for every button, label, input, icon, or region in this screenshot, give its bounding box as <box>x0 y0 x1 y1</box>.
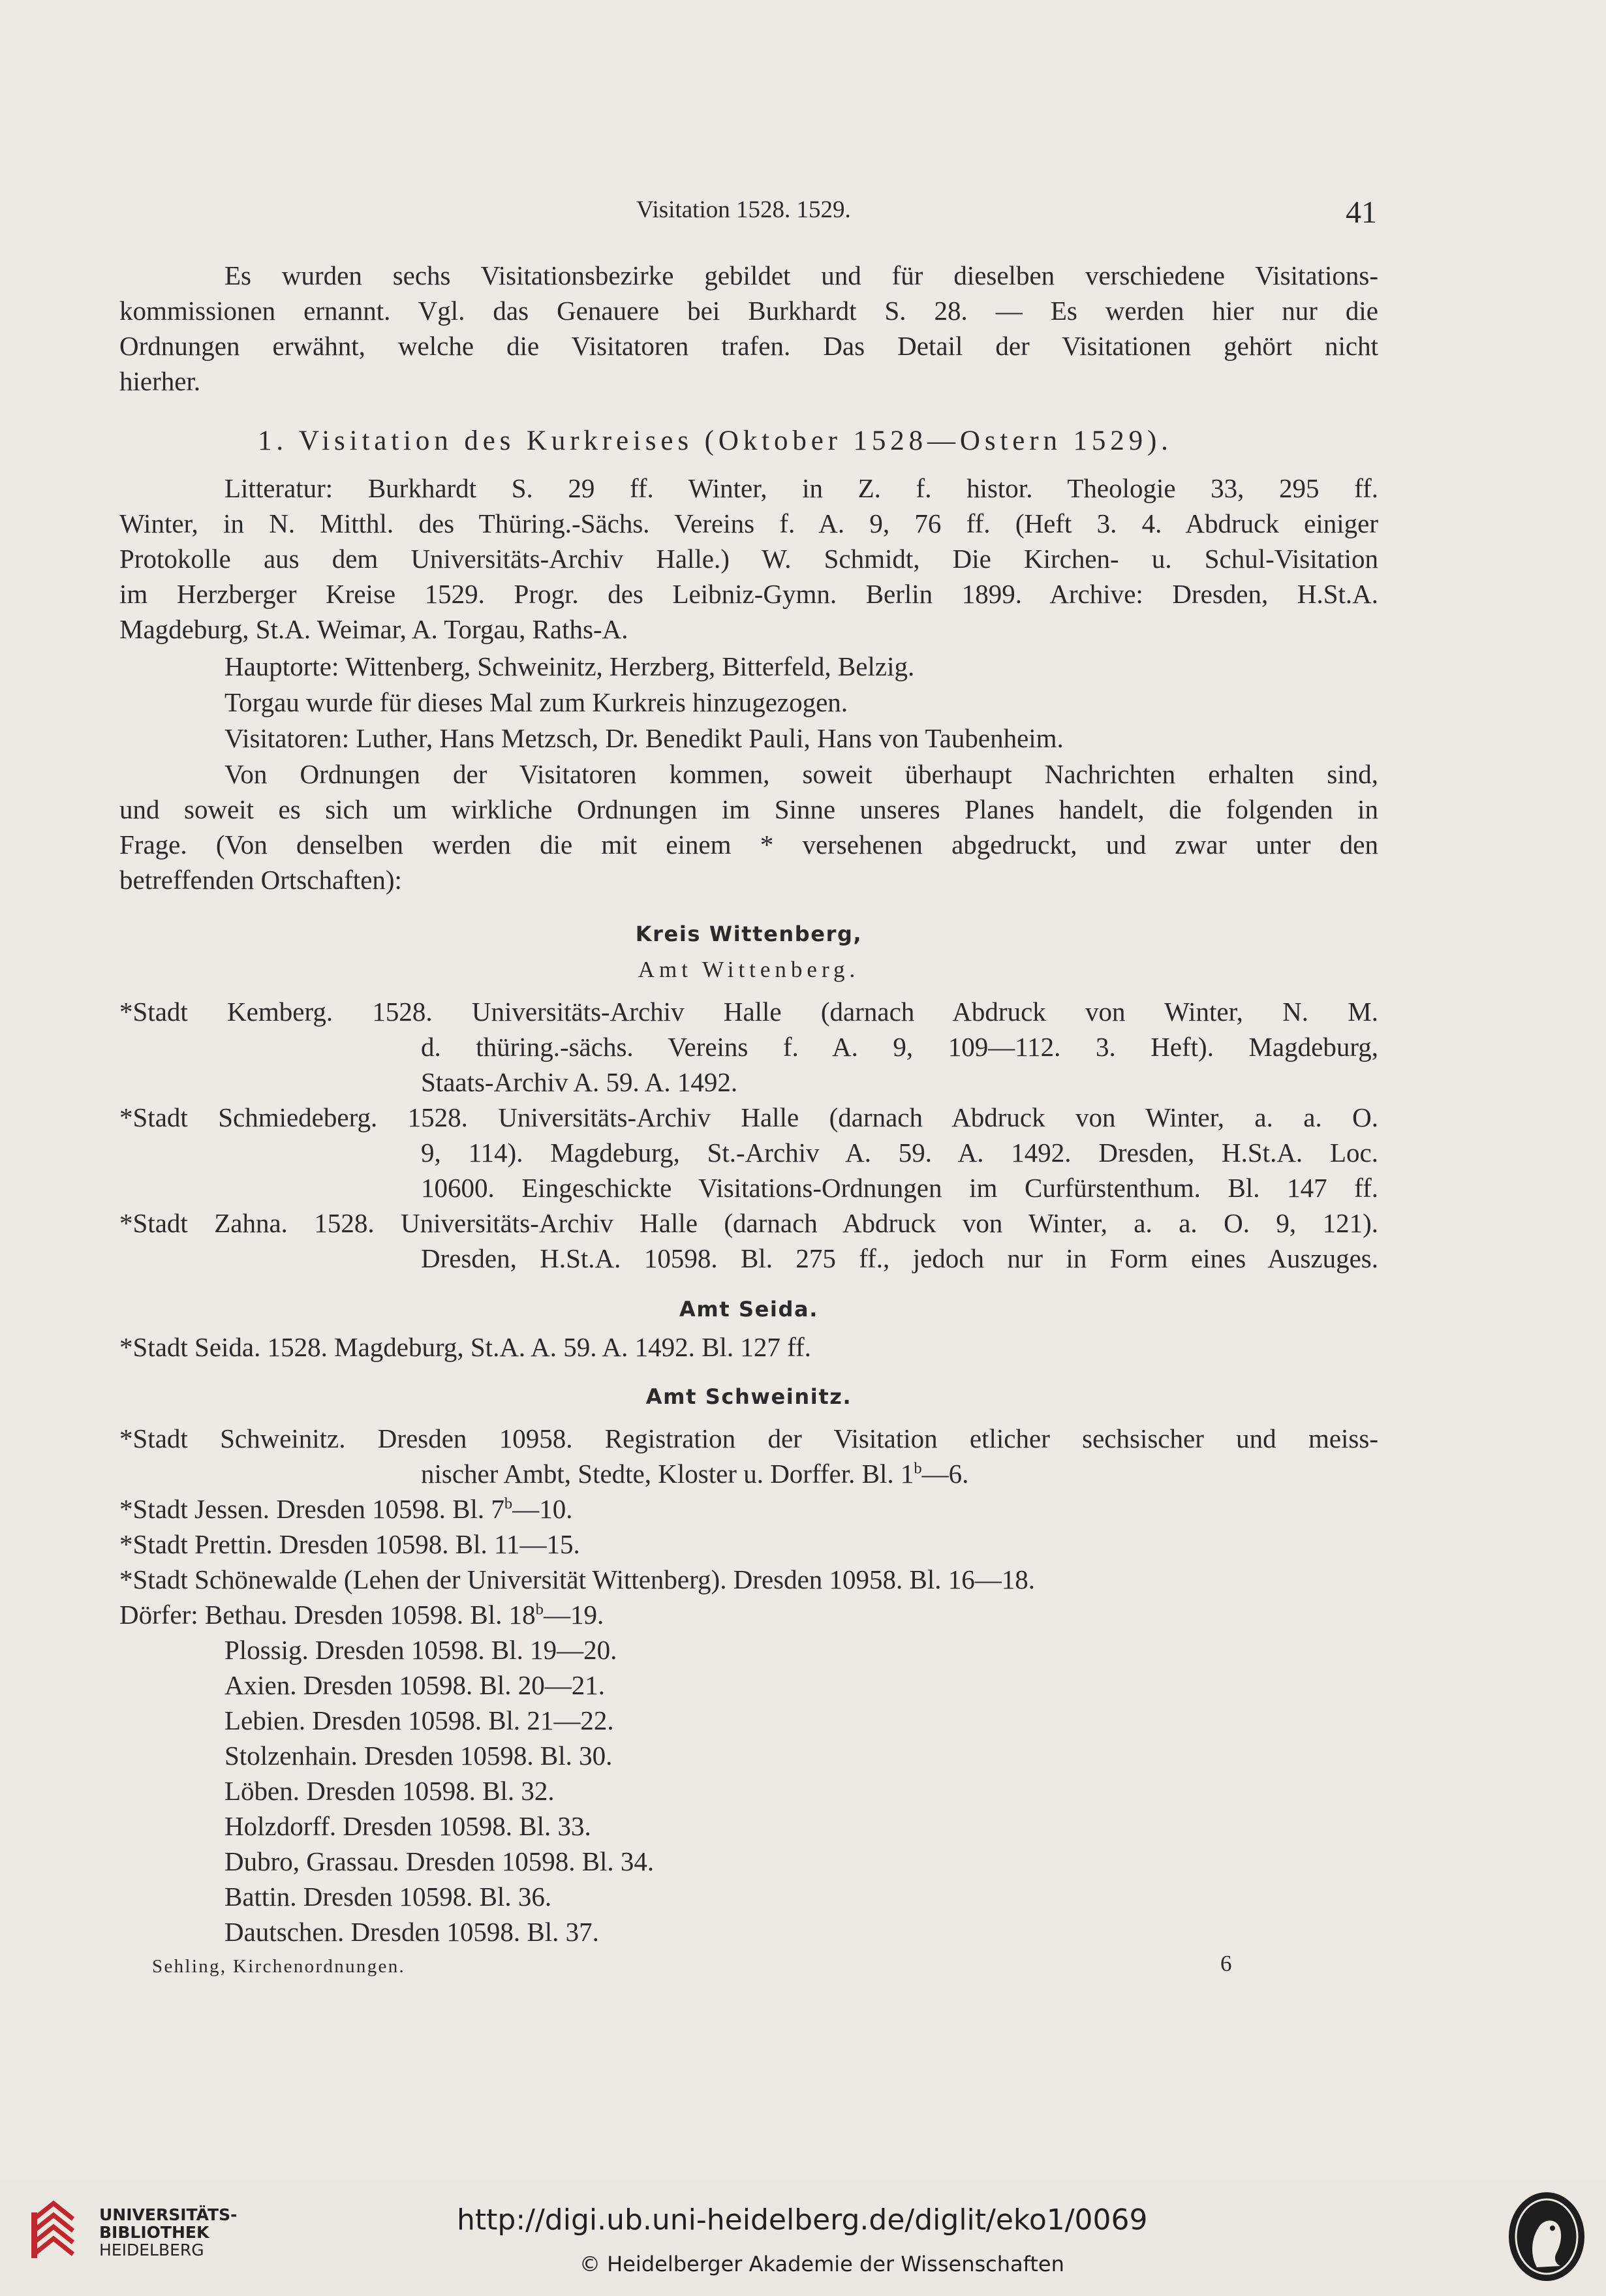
entry-zahna-line-1: *Stadt Zahna. 1528. Universitäts-Archiv Halle (darnach Abdruck von Winter, a. a. O. 9, 121). <box>119 1208 1378 1238</box>
signature-line: Sehling, Kirchenordnungen. <box>152 1956 406 1977</box>
literature-line-4: im Herzberger Kreise 1529. Progr. des Leibniz-Gymn. Berlin 1899. Archive: Dresden, H.St.A. <box>119 579 1378 609</box>
section-heading: 1. Visitation des Kurkreises (Oktober 1528—Ostern 1529). <box>258 426 1173 456</box>
permalink-url[interactable]: http://digi.ub.uni-heidelberg.de/diglit/eko1/0069 <box>457 2203 1148 2237</box>
entry-prettin: *Stadt Prettin. Dresden 10598. Bl. 11—15. <box>119 1529 580 1559</box>
visitatoren: Visitatoren: Luther, Hans Metzsch, Dr. Benedikt Pauli, Hans von Taubenheim. <box>224 723 1064 753</box>
ordnungen-line-1: Von Ordnungen der Visitatoren kommen, soweit überhaupt Nachrichten erhalten sind, <box>224 759 1378 789</box>
literature-line-1: Litteratur: Burkhardt S. 29 ff. Winter, in Z. f. histor. Theologie 33, 295 ff. <box>224 473 1378 503</box>
entry-kemberg-line-3: Staats-Archiv A. 59. A. 1492. <box>421 1067 738 1097</box>
entry-schweinitz-line-2: nischer Ambt, Stedte, Kloster u. Dorffer. Bl. 1$^b$—6. <box>421 1459 969 1489</box>
intro-line-4: hierher. <box>119 366 201 396</box>
entry-zahna-line-2: Dresden, H.St.A. 10598. Bl. 275 ff., jedoch nur in Form eines Auszuges. <box>421 1243 1378 1273</box>
ordnungen-line-2: und soweit es sich um wirkliche Ordnungen im Sinne unseres Planes handelt, die folgenden in <box>119 794 1378 824</box>
ordnungen-line-3: Frage. (Von denselben werden die mit einem * versehenen abgedruckt, und zwar unter den <box>119 830 1378 860</box>
digitization-footer <box>0 2180 1606 2296</box>
copyright-notice: © Heidelberger Akademie der Wissenschaften <box>579 2252 1064 2276</box>
entry-schoenewalde: *Stadt Schönewalde (Lehen der Universität Wittenberg). Dresden 10958. Bl. 16—18. <box>119 1564 1036 1594</box>
entry-schmiedeberg-line-2: 9, 114). Magdeburg, St.-Archiv A. 59. A. 1492. Dresden, H.St.A. Loc. <box>421 1138 1378 1168</box>
entry-holzdorff: Holzdorff. Dresden 10598. Bl. 33. <box>224 1811 591 1841</box>
literature-line-5: Magdeburg, St.A. Weimar, A. Torgau, Raths-A. <box>119 614 628 644</box>
entry-bethau: Dörfer: Bethau. Dresden 10598. Bl. 18$^b$—19. <box>119 1600 604 1630</box>
amt-wittenberg-heading: Amt Wittenberg. <box>638 957 860 982</box>
superscript-b: b <box>535 1600 544 1619</box>
torgau-note: Torgau wurde für dieses Mal zum Kurkreis hinzugezogen. <box>224 687 848 717</box>
entry-plossig: Plossig. Dresden 10598. Bl. 19—20. <box>224 1635 617 1665</box>
superscript-b: b <box>504 1495 513 1513</box>
entry-kemberg-line-2: d. thüring.-sächs. Vereins f. A. 9, 109—112. 3. Heft). Magdeburg, <box>421 1032 1378 1062</box>
entry-loeben: Löben. Dresden 10598. Bl. 32. <box>224 1776 555 1806</box>
intro-line-3: Ordnungen erwähnt, welche die Visitatoren trafen. Das Detail der Visitationen gehört nicht <box>119 331 1378 361</box>
entry-dubro-grassau: Dubro, Grassau. Dresden 10598. Bl. 34. <box>224 1846 655 1876</box>
amt-schweinitz-heading: Amt Schweinitz. <box>645 1384 852 1409</box>
page-number: 41 <box>1346 195 1377 230</box>
ordnungen-line-4: betreffenden Ortschaften): <box>119 865 402 895</box>
entry-seida: *Stadt Seida. 1528. Magdeburg, St.A. A. 59. A. 1492. Bl. 127 ff. <box>119 1332 811 1362</box>
entry-dautschen: Dautschen. Dresden 10598. Bl. 37. <box>224 1917 599 1947</box>
academy-seal-icon <box>1504 2188 1589 2286</box>
amt-seida-heading: Amt Seida. <box>679 1297 818 1322</box>
entry-stolzenhain: Stolzenhain. Dresden 10598. Bl. 30. <box>224 1741 613 1771</box>
library-logo-icon <box>27 2199 90 2262</box>
library-name: UNIVERSITÄTS- BIBLIOTHEK HEIDELBERG <box>99 2205 238 2259</box>
sheet-number: 6 <box>1220 1951 1232 1976</box>
entry-axien: Axien. Dresden 10598. Bl. 20—21. <box>224 1670 606 1700</box>
running-title: Visitation 1528. 1529. <box>636 196 851 223</box>
entry-lebien: Lebien. Dresden 10598. Bl. 21—22. <box>224 1705 614 1735</box>
literature-line-2: Winter, in N. Mitthl. des Thüring.-Sächs. Vereins f. A. 9, 76 ff. (Heft 3. 4. Abdruck einiger <box>119 508 1378 538</box>
superscript-b: b <box>914 1459 922 1478</box>
entry-kemberg-line-1: *Stadt Kemberg. 1528. Universitäts-Archiv Halle (darnach Abdruck von Winter, N. M. <box>119 997 1378 1027</box>
entry-schweinitz-line-1: *Stadt Schweinitz. Dresden 10958. Registration der Visitation etlicher sechsischer und meiss- <box>119 1423 1378 1453</box>
entry-schmiedeberg-line-3: 10600. Eingeschickte Visitations-Ordnungen im Curfürstenthum. Bl. 147 ff. <box>421 1173 1378 1203</box>
entry-jessen: *Stadt Jessen. Dresden 10598. Bl. 7$^b$—10. <box>119 1494 573 1524</box>
hauptorte: Hauptorte: Wittenberg, Schweinitz, Herzberg, Bitterfeld, Belzig. <box>224 651 915 681</box>
entry-battin: Battin. Dresden 10598. Bl. 36. <box>224 1882 552 1912</box>
literature-line-3: Protokolle aus dem Universitäts-Archiv Halle.) W. Schmidt, Die Kirchen- u. Schul-Visitation <box>119 544 1378 574</box>
intro-line-2: kommissionen ernannt. Vgl. das Genauere bei Burkhardt S. 28. — Es werden hier nur die <box>119 296 1378 326</box>
kreis-heading: Kreis Wittenberg, <box>635 922 863 946</box>
entry-schmiedeberg-line-1: *Stadt Schmiedeberg. 1528. Universitäts-Archiv Halle (darnach Abdruck von Winter, a. a. O. <box>119 1102 1378 1132</box>
intro-line-1: Es wurden sechs Visitationsbezirke gebildet und für dieselben verschiedene Visitations- <box>224 260 1378 290</box>
